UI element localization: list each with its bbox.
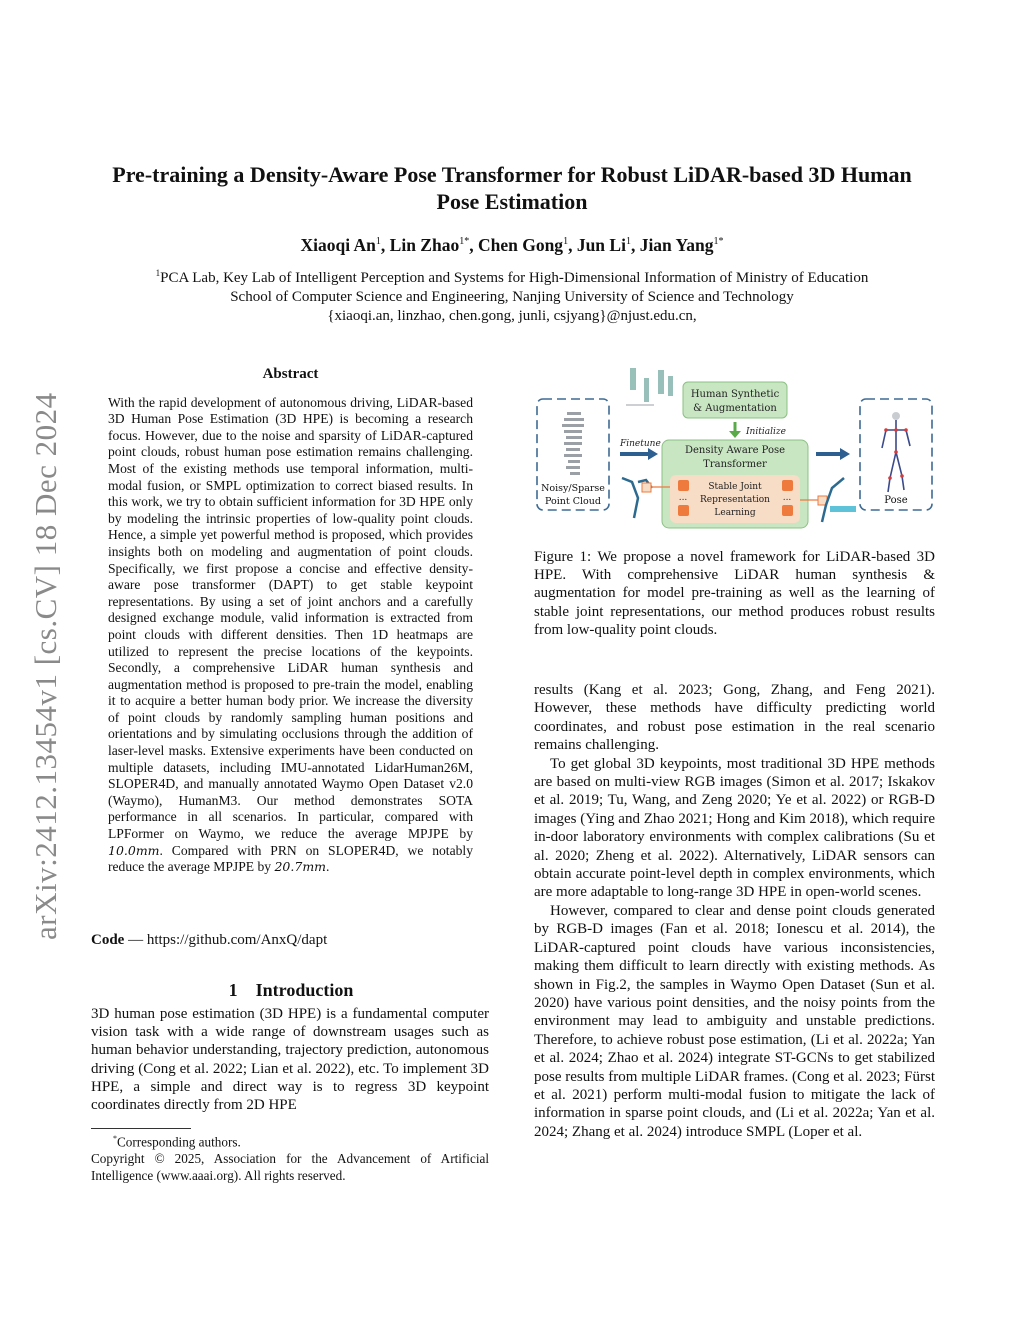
abstract-section (108, 366, 473, 876)
author-mark: 1* (459, 236, 470, 248)
figure-caption: Figure 1: We propose a novel framework for LiDAR-based 3D HPE. With comprehensive LiDAR human synthesis & augmentation for model pre-training as well as the learning of stable joint representations, our method produces robust results from low-quality point clouds. (534, 549, 935, 638)
joint-label: Learning (714, 508, 756, 518)
author-name: Lin Zhao (389, 235, 460, 255)
initialize-arrowhead (729, 431, 741, 438)
finetune-arrowhead (648, 448, 658, 460)
sparse-pointcloud-figure (562, 412, 584, 475)
right-column (534, 681, 935, 1141)
affiliation-mark: 1 (155, 268, 161, 278)
author-mark: 1 (563, 236, 569, 248)
output-label: Pose (884, 495, 908, 506)
code-link[interactable]: https://github.com/AnxQ/dapt (146, 932, 328, 948)
section-heading: 1 Introduction (228, 980, 354, 1000)
code-line (91, 932, 491, 949)
abstract-heading: Abstract (262, 366, 319, 382)
joint-node (678, 505, 689, 516)
body-paragraph: results (Kang et al. 2023; Gong, Zhang, and Feng 2021). However, these methods have difficulty predicting world coordinates, and robust pose estimation in the real scenario remains challenging. (534, 682, 935, 754)
author-mark: 1* (713, 236, 724, 248)
joint-dots: ... (678, 493, 688, 503)
dapt-label: Density Aware Pose (684, 445, 786, 456)
abstract-value: 20.7mm (274, 859, 327, 875)
body-paragraph: To get global 3D keypoints, most traditional 3D HPE methods are based on multi-view RGB images (Simon et al. 2017; Iskakov et al. 2019; Tu, Wang, and Zeng 2020; Ye et al. 2022) or RGB-D images (Ying and Zhao 2021; Hong and Kim 2018), which require in-door laboratory environments with complex calibrations (Su et al. 2020; Zheng et al. 2022). Alternatively, LiDAR sensors can obtain accurate point-level depth in complex environments, which are more adaptable to long-range 3D HPE in open-world scenes. (534, 755, 935, 901)
input-label: Point Cloud (545, 496, 601, 507)
abstract-text: . (326, 859, 330, 875)
copyright-text: Copyright © 2025, Association for the Advancement of Artificial Intelligence (www.aaai.org). All rights reserved. (91, 1150, 489, 1183)
author-mark: 1 (625, 236, 631, 248)
author-list: Xiaoqi An$^1$, Lin Zhao$^{1*}$, Chen Gong$^1$, Jun Li$^1$, Jian Yang$^{1*}$ (300, 235, 724, 255)
abstract-text: . Compared with PRN on SLOPER4D, we notably reduce the average MPJPE by (108, 842, 473, 875)
author-name: Jian Yang (639, 235, 714, 255)
synthetic-humans-figure (630, 368, 673, 402)
joint-dots: ... (782, 493, 792, 503)
output-arrowhead (840, 448, 850, 460)
paper-title: Pre-training a Density-Aware Pose Transformer for Robust LiDAR-based 3D Human Pose Estimation (112, 162, 912, 214)
connector-node (642, 483, 651, 492)
dapt-label: Transformer (703, 459, 767, 470)
heatmap-bar (830, 506, 856, 512)
code-label: Code (91, 932, 125, 948)
synthesis-label: & Augmentation (693, 403, 777, 414)
affiliation-block (90, 264, 934, 326)
joint-node (678, 480, 689, 491)
abstract-body (108, 395, 473, 876)
joint-node (782, 480, 793, 491)
affiliation-line: School of Computer Science and Engineering, Nanjing University of Science and Technology (230, 289, 794, 305)
email-line: {xiaoqi.an, linzhao, chen.gong, junli, csjyang}@njust.edu.cn, (327, 308, 697, 324)
joint-node (782, 505, 793, 516)
footnote-mark: * (113, 1134, 117, 1143)
affiliation-line: PCA Lab, Key Lab of Intelligent Perception and Systems for High-Dimensional Information of Ministry of Education (160, 270, 869, 286)
author-name: Xiaoqi An (300, 235, 376, 255)
joint-label: Stable Joint (708, 482, 762, 492)
footnote-rule (91, 1128, 191, 1129)
input-label: Noisy/Sparse (541, 483, 605, 494)
footnote-text: Corresponding authors. (117, 1134, 241, 1150)
synthesis-label: Human Synthetic (690, 389, 780, 400)
footnote-block (91, 1131, 489, 1184)
author-name: Chen Gong (477, 235, 564, 255)
author-mark: 1 (375, 236, 381, 248)
initialize-label: Initialize (746, 427, 786, 437)
intro-paragraph: 3D human pose estimation (3D HPE) is a fundamental computer vision task with a wide range of downstream usages such as human behavior understanding, trajectory prediction, autonomous driving (Cong et al. 2022; Lian et al. 2022), etc. To implement 3D HPE, a simple and direct way is to regress 3D keypoint coordinates directly from 2D HPE (91, 1006, 489, 1114)
code-separator: — (124, 932, 147, 948)
body-paragraph: However, compared to clear and dense point clouds generated by RGB-D images (Fan et al. 2018; Ionescu et al. 2014), the LiDAR-captured point clouds have various inconsistencies, making them difficult to learn directly with existing methods. As shown in Fig.2, the samples in Waymo Open Dataset (Sun et al. 2020) have various point densities, and the noisy points from the environment may lead to ambiguity and unstable predictions. Therefore, to achieve robust pose estimation, (Li et al. 2022a; Yan et al. 2024; Zhao et al. 2024) integrate ST-GCNs to get stabilized pose results from multiple LiDAR frames. (Cong et al. 2023; Fürst et al. 2021) perform multi-modal fusion to mitigate the lack of information in sparse point clouds, and (Li et al. 2022a; Yan et al. 2024; Zhang et al. 2024) introduce SMPL (Loper et al. (534, 902, 935, 1140)
arxiv-watermark: arXiv:2412.13454v1 [cs.CV] 18 Dec 2024 (28, 392, 63, 940)
finetune-label: Finetune (620, 439, 661, 449)
framework-figure (534, 360, 936, 530)
abstract-value: 10.0mm (108, 842, 160, 858)
joint-label: Representation (700, 495, 770, 505)
author-name: Jun Li (576, 235, 626, 255)
abstract-text: With the rapid development of autonomous driving, LiDAR-based 3D Human Pose Estimation (3D HPE) is becoming a research focus. However, due to the noise and sparsity of LiDAR-captured point clouds, robust human pose estimation remains challenging. Most of the existing methods use temporal information, multi-modal fusion, or SMPL optimization to correct biased results. In this work, we try to obtain sufficient information for 3D HPE only by modeling the intrinsic properties of low-quality point clouds. Hence, a simple yet powerful method is proposed, which provides insights both on modeling and augmentation of point clouds. Specifically, we first propose a concise and effective density-aware pose transformer (DAPT) to get stable keypoint representations. By using a set of joint anchors and a carefully designed exchange module, valid information is extracted from point clouds with different densities. Then 1D heatmaps are utilized to represent the precise locations of the keypoints. Secondly, a comprehensive LiDAR human synthesis and augmentation method is proposed to pre-train the model, enabling it to acquire a better human body prior. We increase the diversity of point clouds by randomly sampling human positions and orientations and by simulating occlusions through the addition of laser-level masks. Extensive experiments have been conducted on multiple datasets, including IMU-annotated LidarHuman26M, SLOPER4D, and manually annotated Waymo Open Dataset v2.0 (Waymo), HumanM3. Our method demonstrates SOTA performance in all scenarios. In particular, compared with LPFormer on Waymo, we reduce the average MPJPE by (108, 394, 473, 842)
